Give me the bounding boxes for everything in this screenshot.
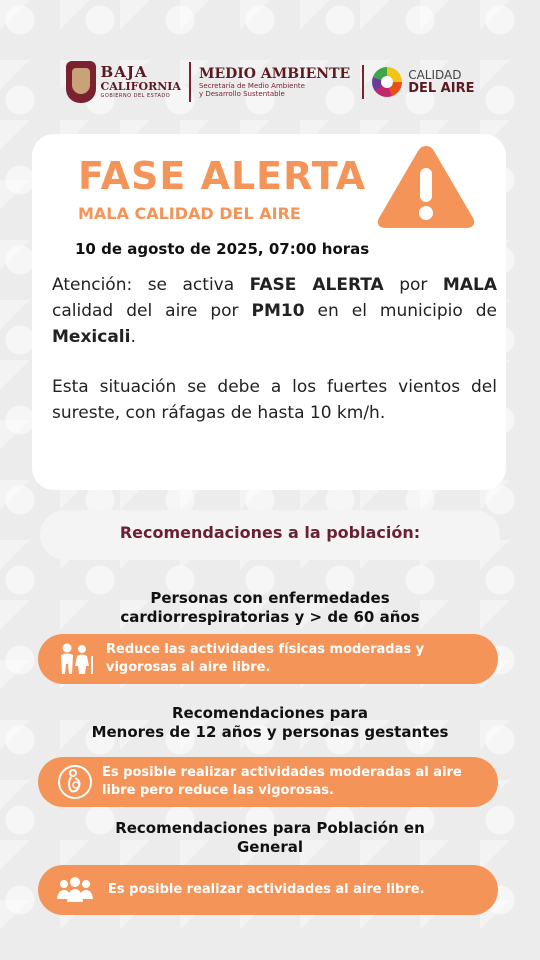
alert-title: FASE ALERTA <box>78 154 367 198</box>
pregnant-person-icon <box>50 757 100 807</box>
recommendation-bar-general <box>38 865 498 915</box>
recommendations-heading: Recomendaciones a la población: <box>119 523 421 542</box>
alert-paragraph-2: Esta situación se debe a los fuertes vientos del sureste, con ráfagas de hasta 10 km/h. <box>52 377 497 423</box>
ma-title: MEDIO AMBIENTE <box>198 66 351 82</box>
recommendation-text-elderly-2: vigorosas al aire libre. <box>106 660 271 675</box>
recommendation-bar-elderly <box>38 634 498 684</box>
group-title-general: Recomendaciones para Población en General <box>115 819 425 856</box>
ca-line2: DEL AIRE <box>408 80 475 96</box>
group-title-elderly: Personas con enfermedades cardiorrespiratorias y > de 60 años <box>120 589 420 626</box>
baja-california-logo <box>66 61 181 103</box>
alert-subtitle: MALA CALIDAD DEL AIRE <box>78 204 301 223</box>
recommendation-text-general: Es posible realizar actividades al aire libre. <box>108 882 425 897</box>
group-title-children: Recomendaciones para Menores de 12 años y personas gestantes <box>91 704 449 741</box>
state-seal-icon <box>66 61 96 103</box>
recommendation-text-children-2: libre pero reduce las vigorosas. <box>102 783 334 798</box>
warning-triangle-icon <box>374 140 478 232</box>
ma-sub2: y Desarrollo Sustentable <box>198 90 285 98</box>
bc-line3: GOBIERNO DEL ESTADO <box>100 93 171 99</box>
header-logos <box>0 52 540 112</box>
ma-sub1: Secretaría de Medio Ambiente <box>198 82 305 90</box>
medio-ambiente-logo <box>199 66 350 98</box>
elderly-couple-icon <box>50 634 100 684</box>
air-quality-wheel-icon <box>372 67 402 97</box>
recommendation-text-children-1: Es posible realizar actividades moderadas al aire <box>102 765 462 780</box>
alert-paragraph-1: Atención: se activa FASE ALERTA por MALA calidad del aire por PM10 en el municipio de Mexicali. <box>52 275 497 347</box>
alert-date: 10 de agosto de 2025, 07:00 horas <box>75 240 370 258</box>
header-divider <box>189 62 191 102</box>
bc-line2: CALIFORNIA <box>100 80 181 93</box>
recommendation-text-elderly-1: Reduce las actividades físicas moderadas y <box>106 642 425 657</box>
recommendation-bar-children <box>38 757 498 807</box>
ca-line1: CALIDAD <box>408 67 462 82</box>
people-group-icon <box>50 865 100 915</box>
bc-line1: BAJA <box>100 63 148 81</box>
calidad-aire-logo <box>372 67 474 97</box>
header-divider-2 <box>362 65 364 99</box>
